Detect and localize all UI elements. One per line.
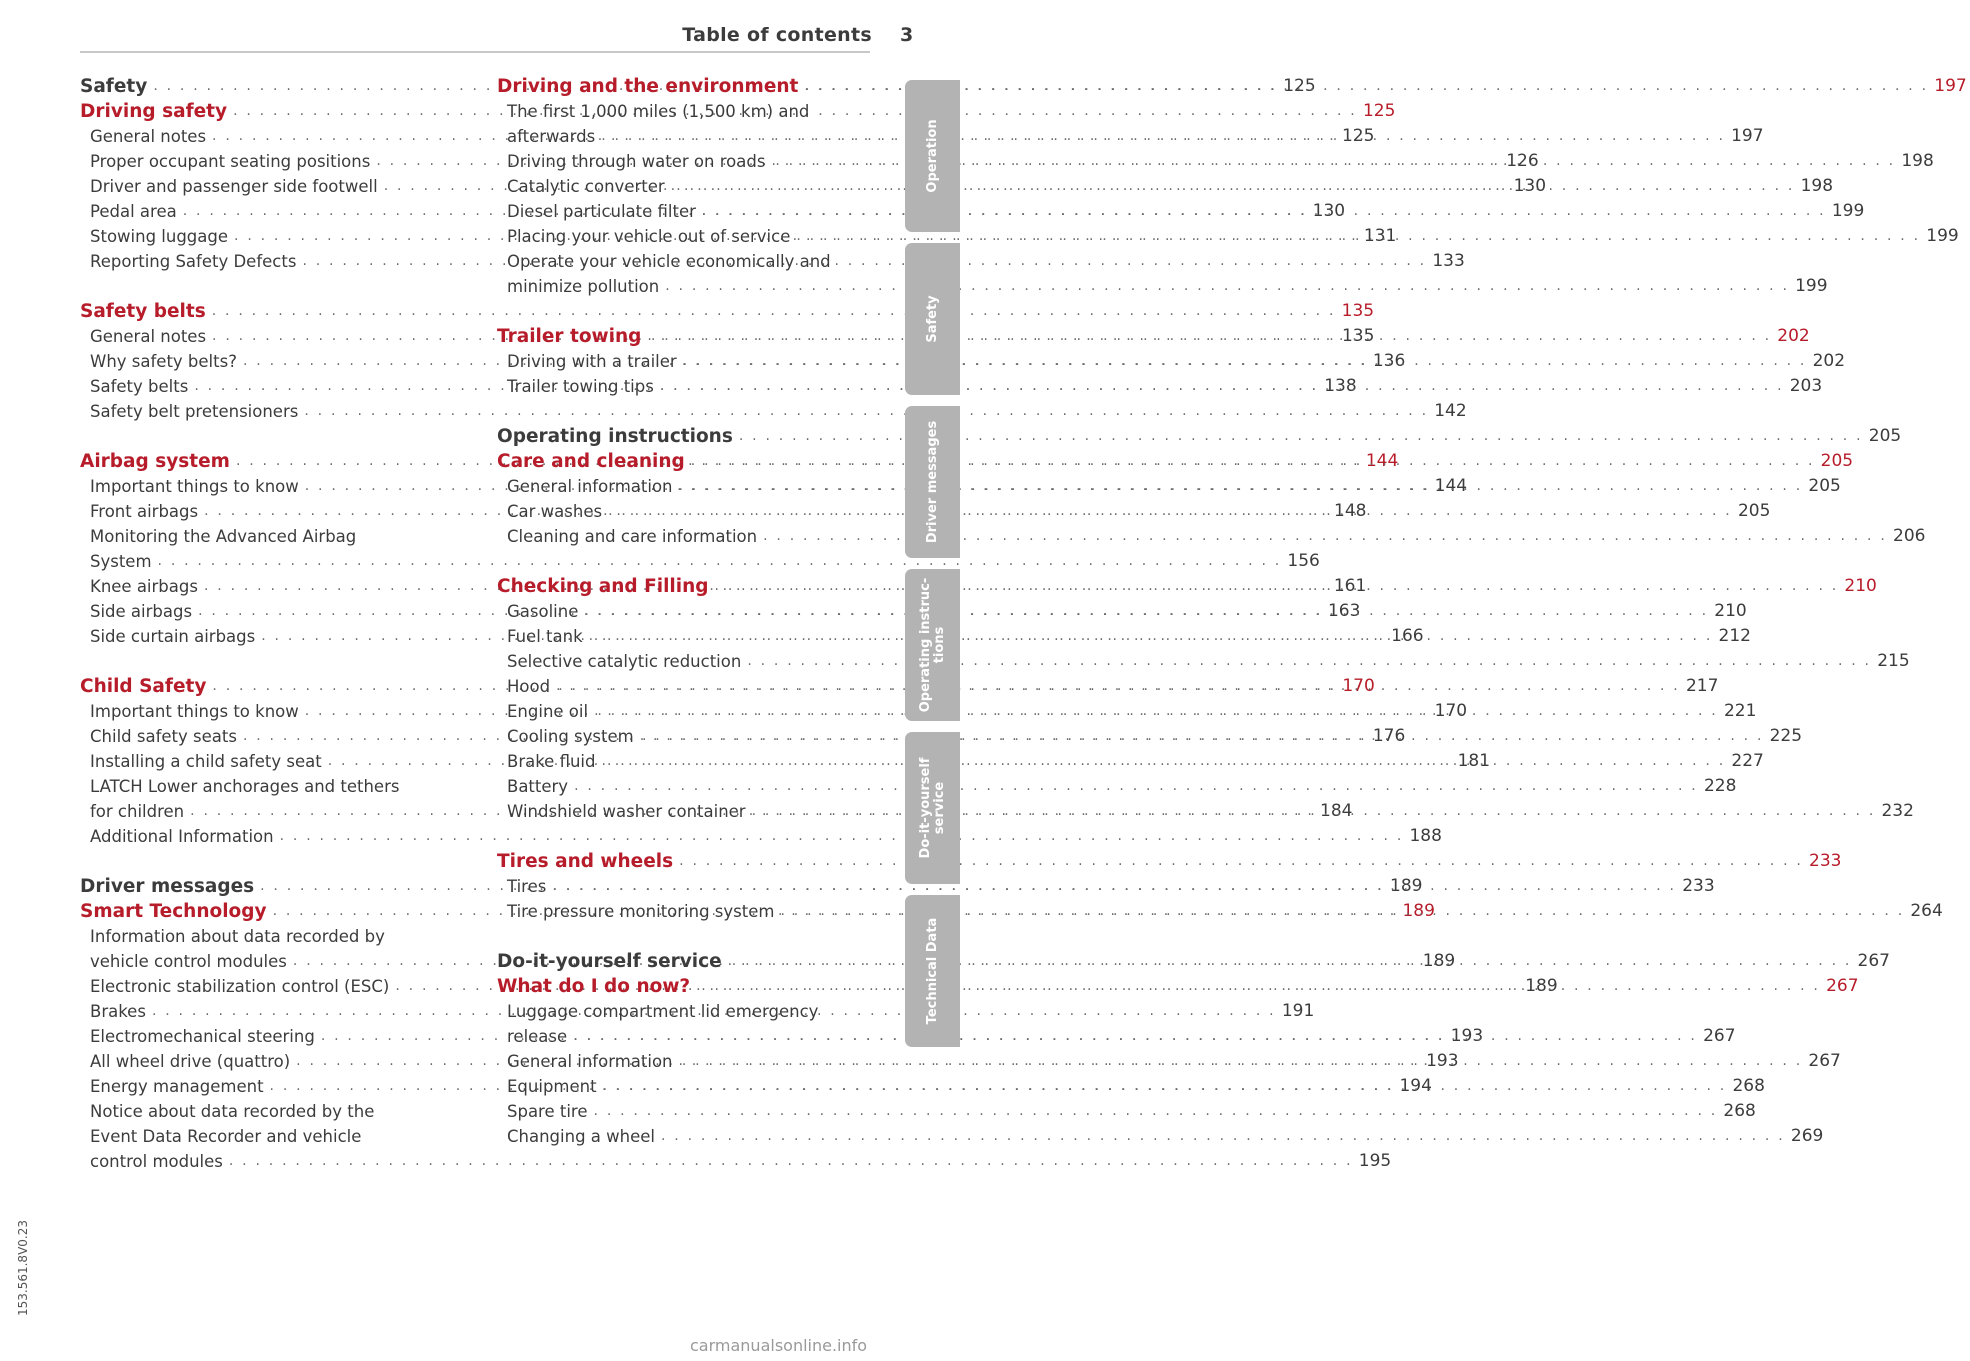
- toc-page-number: 205: [1808, 476, 1841, 496]
- toc-entry-label: Additional Information: [90, 827, 274, 846]
- toc-page-number: 181: [1457, 751, 1491, 771]
- toc-entry-label: Operating instructions: [497, 426, 733, 447]
- toc-entry-label: Windshield washer container: [507, 802, 746, 821]
- toc-entry-label: Why safety belts?: [90, 352, 237, 371]
- toc-spacer: [80, 649, 452, 674]
- toc-page-number: 184: [1320, 801, 1353, 821]
- toc-dot-leader: [728, 949, 1852, 974]
- toc-page-number: 194: [1399, 1076, 1432, 1096]
- toc-page-number: 191: [1281, 1001, 1315, 1021]
- toc-entry-label: Side airbags: [90, 602, 193, 621]
- toc-page-number: 264: [1910, 901, 1943, 921]
- chapter-tab-label: Safety: [924, 295, 940, 343]
- toc-entry-label-line: Notice about data recorded by the: [90, 1102, 375, 1121]
- toc-entry-label: Safety belt pretensioners: [90, 402, 299, 421]
- toc-entry-label: Safety belts: [90, 377, 189, 396]
- toc-entry-label: Child safety seats: [90, 727, 237, 746]
- toc-entry-label: General information: [507, 1052, 673, 1071]
- toc-entry[interactable]: [80, 549, 1320, 574]
- toc-dot-leader: [640, 724, 1764, 749]
- toc-entry-label: Spare tire: [507, 1102, 588, 1121]
- toc-entry-label: Care and cleaning: [497, 451, 685, 472]
- chapter-tab[interactable]: [905, 732, 960, 884]
- toc-entry[interactable]: [497, 274, 1828, 299]
- toc-entry-label: Cooling system: [507, 727, 634, 746]
- toc-page-number: 163: [1327, 601, 1361, 621]
- toc-entry-label: Tires and wheels: [497, 851, 674, 872]
- toc-chapter-entry[interactable]: [497, 849, 1842, 874]
- toc-page-number: 131: [1363, 226, 1397, 246]
- toc-entry-label: Knee airbags: [90, 577, 198, 596]
- toc-entry-label: Do-it-yourself service: [497, 951, 722, 972]
- chapter-tab[interactable]: [905, 243, 960, 395]
- toc-entry-label: Car washes: [507, 502, 603, 521]
- chapter-tab[interactable]: [905, 80, 960, 232]
- toc-entry[interactable]: [497, 524, 1926, 549]
- toc-dot-leader: [229, 1149, 1353, 1174]
- toc-page-number: 205: [1820, 451, 1854, 471]
- toc-spacer: [80, 849, 452, 874]
- toc-page-number: 189: [1402, 901, 1435, 921]
- chapter-tab-sidebar: [905, 80, 960, 1058]
- toc-entry-label: Energy management: [90, 1077, 264, 1096]
- toc-dot-leader: [665, 274, 1789, 299]
- toc-dot-leader: [602, 749, 1726, 774]
- toc-entry-label: Driving through water on roads: [507, 152, 766, 171]
- toc-dot-leader: [671, 174, 1795, 199]
- toc-page-number: 198: [1901, 151, 1934, 171]
- toc-page-number: 130: [1513, 176, 1547, 196]
- watermark-text: carmanualsonline.info: [690, 1336, 868, 1355]
- toc-dot-leader: [679, 1049, 1803, 1074]
- toc-spacer: [497, 924, 870, 949]
- chapter-tab-label: Do-it-yourself service: [917, 757, 947, 859]
- toc-page-number: 267: [1808, 1051, 1841, 1071]
- toc-page-number: 170: [1434, 701, 1468, 721]
- toc-page-number: 125: [1341, 126, 1375, 146]
- toc-page-number: 232: [1881, 801, 1914, 821]
- toc-entry[interactable]: [80, 399, 1467, 424]
- header-divider: [80, 51, 870, 53]
- toc-page-number: 203: [1789, 376, 1823, 396]
- toc-dot-leader: [679, 474, 1803, 499]
- toc-entry-label: Stowing luggage: [90, 227, 229, 246]
- toc-page-number: 210: [1714, 601, 1747, 621]
- toc-entry-label: Driving safety: [80, 101, 228, 122]
- toc-page-number: 142: [1434, 401, 1467, 421]
- toc-entry-label: Front airbags: [90, 502, 199, 521]
- toc-page-number: 199: [1795, 276, 1828, 296]
- toc-page-number: 170: [1342, 676, 1375, 696]
- toc-entry[interactable]: [497, 1099, 1756, 1124]
- toc-dot-leader: [552, 874, 1676, 899]
- toc-dot-leader: [691, 449, 1815, 474]
- toc-page-number: 198: [1800, 176, 1834, 196]
- toc-entry[interactable]: [80, 824, 1442, 849]
- toc-entry-label: Driving and the environment: [497, 76, 799, 97]
- toc-entry-label: Tire pressure monitoring system: [507, 902, 775, 921]
- toc-page-number: 268: [1723, 1101, 1756, 1121]
- toc-spacer: [80, 424, 452, 449]
- toc-dot-leader: [702, 199, 1826, 224]
- toc-page-number: 202: [1812, 351, 1846, 371]
- toc-entry-label: Catalytic converter: [507, 177, 665, 196]
- toc-page-number: 166: [1391, 626, 1424, 646]
- toc-entry-label: What do I do now?: [497, 976, 691, 997]
- toc-page-number: 227: [1731, 751, 1764, 771]
- chapter-tab[interactable]: [905, 569, 960, 721]
- toc-entry-label: System: [90, 552, 152, 571]
- toc-page-number: 197: [1934, 76, 1967, 96]
- toc-page-number: 176: [1372, 726, 1406, 746]
- toc-page-number: 221: [1723, 701, 1757, 721]
- toc-spacer: [497, 399, 870, 424]
- toc-page-number: 215: [1877, 651, 1910, 671]
- toc-entry-label: Trailer towing: [497, 326, 642, 347]
- toc-page-number: 199: [1926, 226, 1959, 246]
- toc-page-number: 144: [1365, 451, 1399, 471]
- toc-entry-label: Gasoline: [507, 602, 579, 621]
- toc-page-number: 135: [1341, 301, 1375, 321]
- toc-entry[interactable]: [497, 649, 1910, 674]
- toc-entry-label: Selective catalytic reduction: [507, 652, 742, 671]
- toc-entry-label-line: LATCH Lower anchorages and tethers: [90, 777, 400, 796]
- toc-page-number: 225: [1769, 726, 1803, 746]
- toc-dot-leader: [804, 74, 1928, 99]
- toc-entry-label: release: [507, 1027, 568, 1046]
- toc-entry-label: Changing a wheel: [507, 1127, 655, 1146]
- toc-dot-leader: [603, 1074, 1727, 1099]
- chapter-tab[interactable]: [905, 406, 960, 558]
- toc-entry[interactable]: [497, 1124, 1824, 1149]
- toc-page-number: 135: [1341, 326, 1375, 346]
- toc-dot-leader: [715, 574, 1839, 599]
- toc-entry[interactable]: [80, 1149, 1392, 1174]
- toc-entry-label: for children: [90, 802, 185, 821]
- toc-entry-label: Reporting Safety Defects: [90, 252, 297, 271]
- toc-entry-label: Installing a child safety seat: [90, 752, 322, 771]
- toc-entry-label: afterwards: [507, 127, 596, 146]
- toc-dot-leader: [660, 374, 1784, 399]
- toc-dot-leader: [679, 849, 1803, 874]
- toc-dot-leader: [661, 1124, 1785, 1149]
- toc-entry-label: Electromechanical steering: [90, 1027, 315, 1046]
- document-code: 153.561.8V0.23: [16, 1220, 30, 1316]
- toc-entry-label: Brakes: [90, 1002, 146, 1021]
- toc-page-number: 133: [1432, 251, 1465, 271]
- toc-entry-label: Checking and Filling: [497, 576, 709, 597]
- toc-page-number: 212: [1718, 626, 1751, 646]
- toc-page-number: 136: [1372, 351, 1406, 371]
- toc-entry-label: Side curtain airbags: [90, 627, 256, 646]
- toc-dot-leader: [608, 499, 1732, 524]
- toc-dot-leader: [683, 349, 1807, 374]
- toc-entry-label-line: Information about data recorded by: [90, 927, 385, 946]
- toc-page-number: 189: [1422, 951, 1456, 971]
- toc-entry-label: Trailer towing tips: [507, 377, 654, 396]
- toc-spacer: [497, 549, 870, 574]
- toc-page-number: 199: [1831, 201, 1865, 221]
- toc-page-number: 189: [1525, 976, 1558, 996]
- toc-entry-label: Important things to know: [90, 477, 299, 496]
- chapter-tab[interactable]: [905, 895, 960, 1047]
- toc-entry-label: Safety: [80, 76, 148, 97]
- chapter-tab-label: Technical Data: [924, 917, 940, 1025]
- toc-page-number: 138: [1324, 376, 1357, 396]
- toc-entry-label: Equipment: [507, 1077, 597, 1096]
- toc-page-number: 228: [1703, 776, 1737, 796]
- toc-dot-leader: [601, 124, 1725, 149]
- toc-entry-label-line: Operate your vehicle economically and: [507, 252, 831, 271]
- toc-entry-label: Driving with a trailer: [507, 352, 677, 371]
- toc-entry-label: Battery: [507, 777, 569, 796]
- toc-page-number: 125: [1283, 76, 1316, 96]
- toc-chapter-entry[interactable]: [80, 299, 1375, 324]
- toc-page-number: 195: [1358, 1151, 1392, 1171]
- toc-page-number: 233: [1809, 851, 1842, 871]
- toc-page-number: 269: [1790, 1126, 1824, 1146]
- toc-page-number: 202: [1777, 326, 1810, 346]
- toc-page-number: 193: [1426, 1051, 1459, 1071]
- toc-dot-leader: [647, 324, 1771, 349]
- toc-page-number: 144: [1434, 476, 1468, 496]
- toc-page-number: 267: [1857, 951, 1890, 971]
- toc-entry-label: Driver messages: [80, 876, 255, 897]
- toc-entry-label: General information: [507, 477, 673, 496]
- toc-page-number: 188: [1409, 826, 1442, 846]
- toc-entry-label: control modules: [90, 1152, 223, 1171]
- toc-page-number: 205: [1868, 426, 1902, 446]
- toc-page-number: 210: [1844, 576, 1877, 596]
- toc-page-number: 217: [1685, 676, 1719, 696]
- page-number: 3: [900, 24, 914, 46]
- toc-entry-label-line: Luggage compartment lid emergency: [507, 1002, 819, 1021]
- toc-entry-label: Hood: [507, 677, 551, 696]
- toc-page-number: 193: [1450, 1026, 1484, 1046]
- toc-entry-label: Placing your vehicle out of service: [507, 227, 791, 246]
- toc-page-number: 197: [1731, 126, 1764, 146]
- toc-page-number: 267: [1826, 976, 1859, 996]
- toc-entry[interactable]: [497, 774, 1737, 799]
- toc-entry-label: Airbag system: [80, 451, 230, 472]
- toc-entry-label: Pedal area: [90, 202, 177, 221]
- toc-page-number: 125: [1362, 101, 1396, 121]
- toc-entry-label: Electronic stabilization control (ESC): [90, 977, 390, 996]
- toc-dot-leader: [696, 974, 1820, 999]
- toc-spacer: [497, 299, 870, 324]
- toc-spacer: [497, 824, 870, 849]
- toc-page-number: 156: [1287, 551, 1320, 571]
- toc-page-number: 161: [1333, 576, 1367, 596]
- toc-page-number: 206: [1893, 526, 1926, 546]
- toc-page-number: 268: [1732, 1076, 1765, 1096]
- toc-entry-label: General notes: [90, 327, 207, 346]
- chapter-tab-label: Operation: [924, 119, 940, 193]
- toc-page-number: 267: [1703, 1026, 1736, 1046]
- toc-entry-label: Tires: [507, 877, 547, 896]
- toc-page-number: 126: [1506, 151, 1539, 171]
- toc-entry-label: Proper occupant seating positions: [90, 152, 371, 171]
- toc-entry-label-line: Monitoring the Advanced Airbag: [90, 527, 357, 546]
- toc-entry-label-line: The first 1,000 miles (1,500 km) and: [507, 102, 810, 121]
- toc-entry-label: vehicle control modules: [90, 952, 287, 971]
- toc-dot-leader: [574, 774, 1698, 799]
- toc-page-number: 130: [1312, 201, 1346, 221]
- chapter-tab-label: Driver messages: [924, 420, 940, 544]
- toc-page-number: 205: [1737, 501, 1771, 521]
- toc-dot-leader: [589, 624, 1713, 649]
- toc-section-entry[interactable]: [497, 424, 1902, 449]
- chapter-tab-label: Operating instruc- tions: [917, 577, 947, 713]
- toc-dot-leader: [573, 1024, 1697, 1049]
- toc-entry-label: Diesel particulate filter: [507, 202, 696, 221]
- toc-entry-label: All wheel drive (quattro): [90, 1052, 291, 1071]
- toc-entry-label: Engine oil: [507, 702, 589, 721]
- toc-entry-label: Driver and passenger side footwell: [90, 177, 378, 196]
- toc-entry-label: minimize pollution: [507, 277, 660, 296]
- toc-entry-label-line: Event Data Recorder and vehicle: [90, 1127, 362, 1146]
- toc-page-number: 148: [1334, 501, 1367, 521]
- toc-entry-label: Smart Technology: [80, 901, 267, 922]
- toc-dot-leader: [594, 1099, 1718, 1124]
- toc-entry-label: Safety belts: [80, 301, 206, 322]
- toc-dot-leader: [584, 599, 1708, 624]
- toc-entry-label: Fuel tank: [507, 627, 583, 646]
- page-header-title: Table of contents: [682, 24, 872, 46]
- toc-dot-leader: [594, 699, 1718, 724]
- toc-entry-label: General notes: [90, 127, 207, 146]
- toc-spacer: [80, 274, 452, 299]
- toc-dot-leader: [556, 674, 1680, 699]
- toc-entry-label: Important things to know: [90, 702, 299, 721]
- toc-entry-label: Cleaning and care information: [507, 527, 758, 546]
- toc-page-number: 233: [1682, 876, 1715, 896]
- toc-entry-label: Child Safety: [80, 676, 207, 697]
- toc-entry-label: Brake fluid: [507, 752, 596, 771]
- toc-dot-leader: [796, 224, 1920, 249]
- toc-page-number: 189: [1390, 876, 1423, 896]
